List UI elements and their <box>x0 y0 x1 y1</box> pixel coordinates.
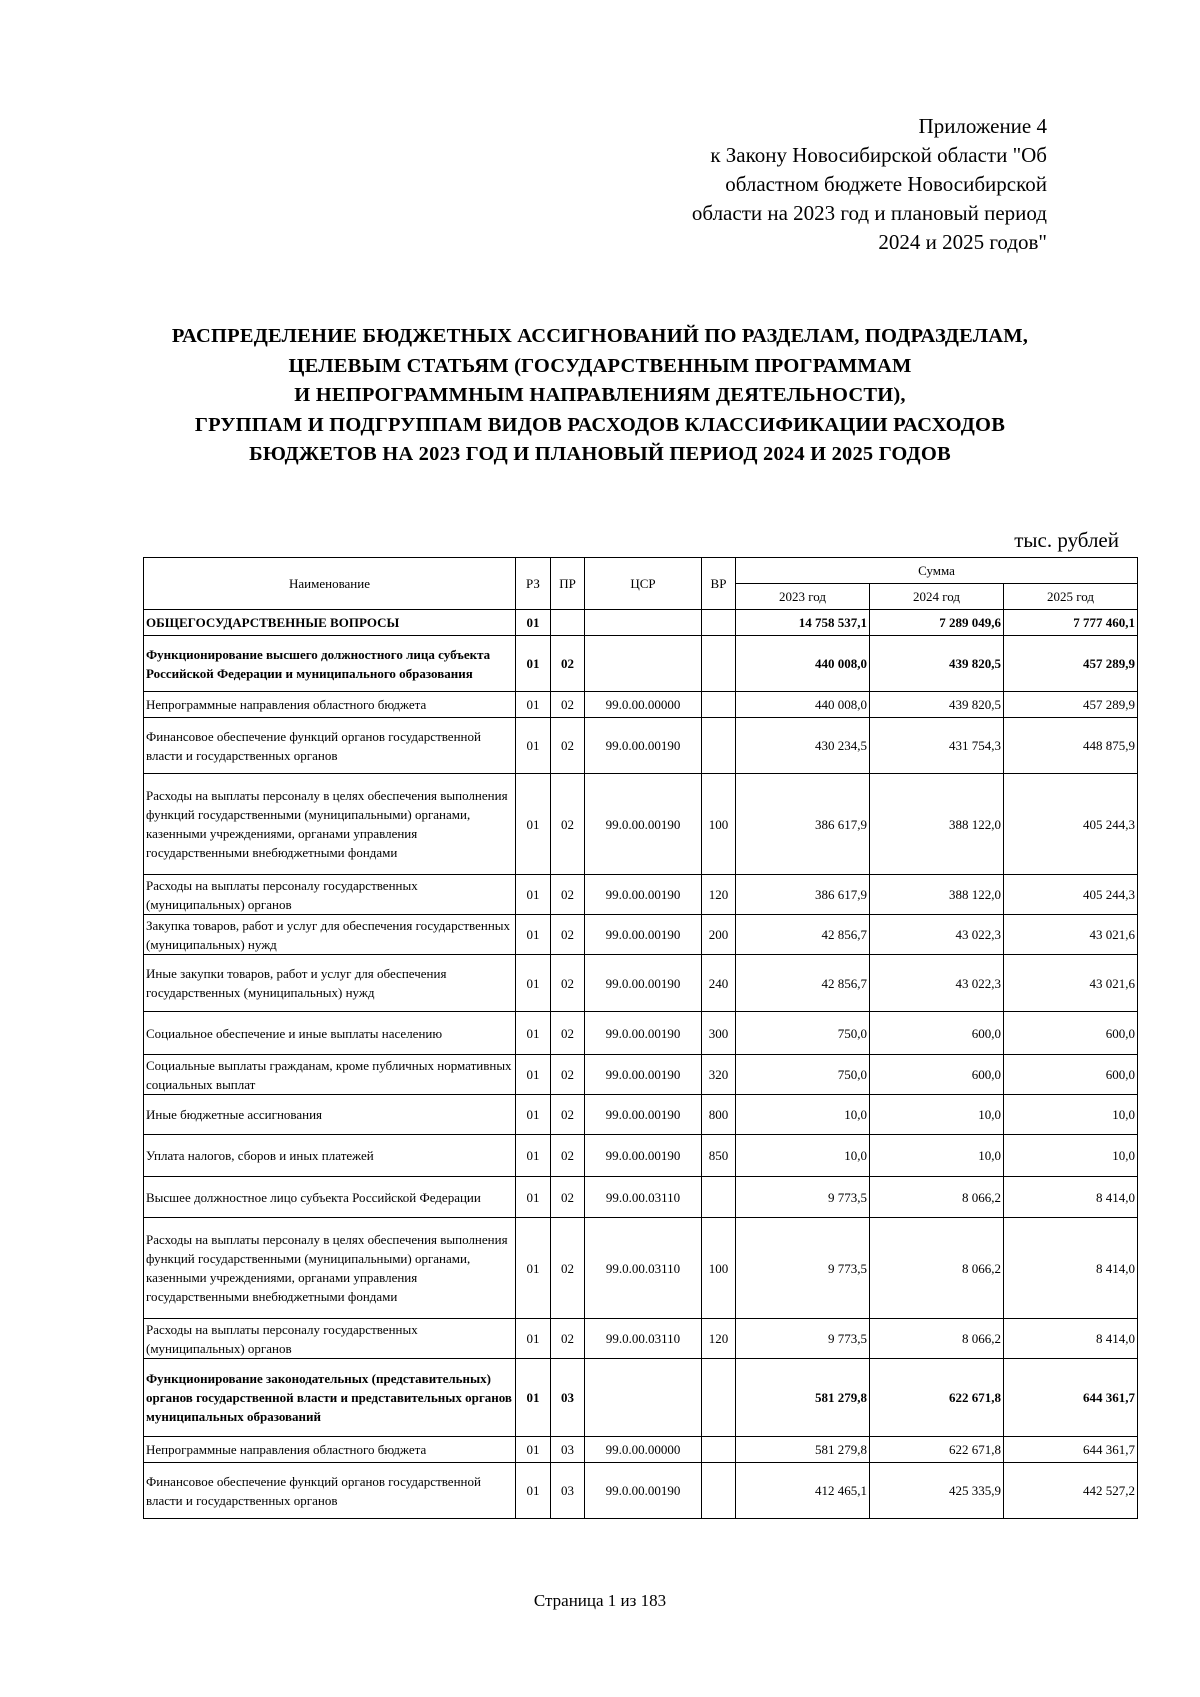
title-line: БЮДЖЕТОВ НА 2023 ГОД И ПЛАНОВЫЙ ПЕРИОД 2024 И 2025 ГОДОВ <box>249 443 951 465</box>
cell-name: Социальное обеспечение и иные выплаты населению <box>144 1012 516 1055</box>
header-2024: 2024 год <box>870 584 1004 610</box>
cell-vr: 200 <box>702 915 736 955</box>
cell-2023: 42 856,7 <box>736 955 870 1012</box>
cell-rz: 01 <box>516 1135 551 1177</box>
cell-2024: 425 335,9 <box>870 1463 1004 1519</box>
cell-name: Непрограммные направления областного бюджета <box>144 1437 516 1463</box>
cell-rz: 01 <box>516 692 551 718</box>
cell-2025: 600,0 <box>1004 1055 1138 1095</box>
cell-name: Финансовое обеспечение функций органов государственной власти и государственных органов <box>144 1463 516 1519</box>
cell-2023: 750,0 <box>736 1012 870 1055</box>
header-rz: РЗ <box>516 558 551 610</box>
cell-rz: 01 <box>516 1177 551 1218</box>
cell-2025: 8 414,0 <box>1004 1319 1138 1359</box>
cell-2025: 10,0 <box>1004 1135 1138 1177</box>
cell-vr: 120 <box>702 875 736 915</box>
cell-csr: 99.0.00.00190 <box>585 774 702 875</box>
cell-vr: 240 <box>702 955 736 1012</box>
cell-vr <box>702 1437 736 1463</box>
cell-name: ОБЩЕГОСУДАРСТВЕННЫЕ ВОПРОСЫ <box>144 610 516 636</box>
cell-rz: 01 <box>516 774 551 875</box>
title-line: И НЕПРОГРАММНЫМ НАПРАВЛЕНИЯМ ДЕЯТЕЛЬНОСТИ), <box>294 384 906 406</box>
cell-name: Непрограммные направления областного бюджета <box>144 692 516 718</box>
cell-2025: 457 289,9 <box>1004 692 1138 718</box>
cell-vr: 850 <box>702 1135 736 1177</box>
cell-rz: 01 <box>516 915 551 955</box>
cell-name: Расходы на выплаты персоналу государственных (муниципальных) органов <box>144 875 516 915</box>
cell-2024: 622 671,8 <box>870 1359 1004 1437</box>
cell-2023: 14 758 537,1 <box>736 610 870 636</box>
budget-table <box>143 557 1138 1519</box>
cell-pr: 02 <box>551 1218 585 1319</box>
cell-vr <box>702 1463 736 1519</box>
cell-pr: 03 <box>551 1359 585 1437</box>
table-row <box>144 1135 1138 1177</box>
cell-name: Социальные выплаты гражданам, кроме публичных нормативных социальных выплат <box>144 1055 516 1095</box>
cell-2023: 10,0 <box>736 1095 870 1135</box>
cell-csr <box>585 636 702 692</box>
cell-rz: 01 <box>516 1218 551 1319</box>
cell-name: Расходы на выплаты персоналу в целях обеспечения выполнения функций государственными (муниципальными) органами, казенными учреждениями, органами управления государственными внебюджетными фондами <box>144 1218 516 1319</box>
cell-pr: 03 <box>551 1463 585 1519</box>
cell-2025: 448 875,9 <box>1004 718 1138 774</box>
cell-name: Расходы на выплаты персоналу государственных (муниципальных) органов <box>144 1319 516 1359</box>
cell-2024: 8 066,2 <box>870 1218 1004 1319</box>
cell-2025: 442 527,2 <box>1004 1463 1138 1519</box>
cell-vr: 800 <box>702 1095 736 1135</box>
cell-csr: 99.0.00.00190 <box>585 718 702 774</box>
document-title <box>100 322 1100 470</box>
cell-2025: 8 414,0 <box>1004 1218 1138 1319</box>
table-row <box>144 1437 1138 1463</box>
cell-2024: 388 122,0 <box>870 774 1004 875</box>
cell-name: Иные закупки товаров, работ и услуг для обеспечения государственных (муниципальных) нужд <box>144 955 516 1012</box>
cell-rz: 01 <box>516 1319 551 1359</box>
cell-csr: 99.0.00.00000 <box>585 1437 702 1463</box>
cell-2024: 7 289 049,6 <box>870 610 1004 636</box>
cell-2024: 8 066,2 <box>870 1319 1004 1359</box>
table-row <box>144 636 1138 692</box>
cell-name: Финансовое обеспечение функций органов государственной власти и государственных органов <box>144 718 516 774</box>
cell-2024: 388 122,0 <box>870 875 1004 915</box>
cell-pr: 02 <box>551 692 585 718</box>
cell-csr <box>585 610 702 636</box>
units-label: тыс. рублей <box>1014 528 1119 552</box>
table-row <box>144 774 1138 875</box>
cell-2025: 405 244,3 <box>1004 774 1138 875</box>
cell-2023: 10,0 <box>736 1135 870 1177</box>
cell-rz: 01 <box>516 636 551 692</box>
cell-2024: 600,0 <box>870 1055 1004 1095</box>
cell-vr: 100 <box>702 1218 736 1319</box>
cell-2025: 644 361,7 <box>1004 1359 1138 1437</box>
appendix-line: к Закону Новосибирской области "Об <box>710 143 1047 167</box>
cell-2024: 439 820,5 <box>870 692 1004 718</box>
cell-csr: 99.0.00.00190 <box>585 955 702 1012</box>
cell-name: Закупка товаров, работ и услуг для обеспечения государственных (муниципальных) нужд <box>144 915 516 955</box>
table-row <box>144 915 1138 955</box>
table-row <box>144 692 1138 718</box>
cell-rz: 01 <box>516 610 551 636</box>
cell-rz: 01 <box>516 955 551 1012</box>
cell-csr: 99.0.00.00190 <box>585 1055 702 1095</box>
cell-rz: 01 <box>516 1463 551 1519</box>
cell-2025: 7 777 460,1 <box>1004 610 1138 636</box>
cell-2023: 9 773,5 <box>736 1177 870 1218</box>
appendix-header <box>627 112 1047 257</box>
cell-2023: 430 234,5 <box>736 718 870 774</box>
header-vr: ВР <box>702 558 736 610</box>
cell-2024: 43 022,3 <box>870 915 1004 955</box>
cell-pr: 02 <box>551 1055 585 1095</box>
cell-2024: 10,0 <box>870 1095 1004 1135</box>
header-csr: ЦСР <box>585 558 702 610</box>
cell-name: Высшее должностное лицо субъекта Российской Федерации <box>144 1177 516 1218</box>
cell-vr <box>702 1177 736 1218</box>
table-body <box>144 610 1138 1519</box>
cell-2023: 412 465,1 <box>736 1463 870 1519</box>
cell-vr <box>702 692 736 718</box>
cell-2023: 581 279,8 <box>736 1437 870 1463</box>
header-sum: Сумма <box>736 558 1138 584</box>
cell-pr: 02 <box>551 875 585 915</box>
cell-pr: 02 <box>551 1012 585 1055</box>
cell-2025: 8 414,0 <box>1004 1177 1138 1218</box>
table-row <box>144 875 1138 915</box>
cell-2023: 750,0 <box>736 1055 870 1095</box>
table-row <box>144 1319 1138 1359</box>
cell-rz: 01 <box>516 875 551 915</box>
cell-vr: 300 <box>702 1012 736 1055</box>
cell-2023: 440 008,0 <box>736 636 870 692</box>
cell-2024: 10,0 <box>870 1135 1004 1177</box>
cell-csr: 99.0.00.00190 <box>585 1012 702 1055</box>
table-row <box>144 1177 1138 1218</box>
title-line: ГРУППАМ И ПОДГРУППАМ ВИДОВ РАСХОДОВ КЛАССИФИКАЦИИ РАСХОДОВ <box>194 413 1006 436</box>
cell-pr: 02 <box>551 1095 585 1135</box>
cell-2025: 457 289,9 <box>1004 636 1138 692</box>
cell-2025: 43 021,6 <box>1004 955 1138 1012</box>
cell-2025: 600,0 <box>1004 1012 1138 1055</box>
cell-vr <box>702 636 736 692</box>
appendix-line: областном бюджете Новосибирской <box>725 172 1047 196</box>
table-row <box>144 610 1138 636</box>
cell-pr: 02 <box>551 718 585 774</box>
cell-vr: 320 <box>702 1055 736 1095</box>
table-row <box>144 718 1138 774</box>
header-pr: ПР <box>551 558 585 610</box>
cell-2024: 43 022,3 <box>870 955 1004 1012</box>
cell-name: Иные бюджетные ассигнования <box>144 1095 516 1135</box>
table-row <box>144 1095 1138 1135</box>
cell-name: Уплата налогов, сборов и иных платежей <box>144 1135 516 1177</box>
cell-rz: 01 <box>516 718 551 774</box>
cell-csr: 99.0.00.00190 <box>585 1095 702 1135</box>
cell-vr <box>702 610 736 636</box>
cell-pr: 02 <box>551 1177 585 1218</box>
cell-2024: 622 671,8 <box>870 1437 1004 1463</box>
cell-2024: 600,0 <box>870 1012 1004 1055</box>
cell-2025: 43 021,6 <box>1004 915 1138 955</box>
cell-pr <box>551 610 585 636</box>
cell-2025: 644 361,7 <box>1004 1437 1138 1463</box>
cell-csr: 99.0.00.00190 <box>585 875 702 915</box>
cell-rz: 01 <box>516 1359 551 1437</box>
cell-2023: 42 856,7 <box>736 915 870 955</box>
cell-pr: 03 <box>551 1437 585 1463</box>
table-row <box>144 1218 1138 1319</box>
cell-rz: 01 <box>516 1012 551 1055</box>
cell-csr: 99.0.00.00190 <box>585 1135 702 1177</box>
cell-pr: 02 <box>551 1319 585 1359</box>
cell-rz: 01 <box>516 1095 551 1135</box>
appendix-line: Приложение 4 <box>918 114 1047 138</box>
cell-name: Расходы на выплаты персоналу в целях обеспечения выполнения функций государственными (муниципальными) органами, казенными учреждениями, органами управления государственными внебюджетными фондами <box>144 774 516 875</box>
cell-vr: 100 <box>702 774 736 875</box>
table-row <box>144 1359 1138 1437</box>
cell-pr: 02 <box>551 915 585 955</box>
cell-name: Функционирование высшего должностного лица субъекта Российской Федерации и муниципального образования <box>144 636 516 692</box>
cell-2023: 386 617,9 <box>736 774 870 875</box>
cell-rz: 01 <box>516 1437 551 1463</box>
appendix-line: 2024 и 2025 годов" <box>878 230 1047 254</box>
header-2023: 2023 год <box>736 584 870 610</box>
cell-csr: 99.0.00.03110 <box>585 1218 702 1319</box>
title-line: ЦЕЛЕВЫМ СТАТЬЯМ (ГОСУДАРСТВЕННЫМ ПРОГРАММАМ <box>288 354 912 377</box>
cell-rz: 01 <box>516 1055 551 1095</box>
page-number: Страница 1 из 183 <box>533 1591 667 1610</box>
cell-vr <box>702 1359 736 1437</box>
cell-2023: 581 279,8 <box>736 1359 870 1437</box>
cell-name: Функционирование законодательных (представительных) органов государственной власти и представительных органов муниципальных образований <box>144 1359 516 1437</box>
cell-2025: 10,0 <box>1004 1095 1138 1135</box>
cell-vr <box>702 718 736 774</box>
cell-csr: 99.0.00.03110 <box>585 1177 702 1218</box>
appendix-line: области на 2023 год и плановый период <box>691 201 1047 225</box>
cell-csr: 99.0.00.03110 <box>585 1319 702 1359</box>
header-name: Наименование <box>144 558 516 610</box>
table-row <box>144 1463 1138 1519</box>
cell-csr <box>585 1359 702 1437</box>
cell-2024: 8 066,2 <box>870 1177 1004 1218</box>
cell-2024: 439 820,5 <box>870 636 1004 692</box>
cell-csr: 99.0.00.00190 <box>585 915 702 955</box>
cell-pr: 02 <box>551 1135 585 1177</box>
cell-pr: 02 <box>551 636 585 692</box>
cell-pr: 02 <box>551 955 585 1012</box>
title-line: РАСПРЕДЕЛЕНИЕ БЮДЖЕТНЫХ АССИГНОВАНИЙ ПО РАЗДЕЛАМ, ПОДРАЗДЕЛАМ, <box>171 325 1029 347</box>
cell-2025: 405 244,3 <box>1004 875 1138 915</box>
header-2025: 2025 год <box>1004 584 1138 610</box>
cell-vr: 120 <box>702 1319 736 1359</box>
cell-csr: 99.0.00.00190 <box>585 1463 702 1519</box>
cell-pr: 02 <box>551 774 585 875</box>
cell-2023: 9 773,5 <box>736 1319 870 1359</box>
cell-csr: 99.0.00.00000 <box>585 692 702 718</box>
cell-2023: 440 008,0 <box>736 692 870 718</box>
cell-2024: 431 754,3 <box>870 718 1004 774</box>
table-row <box>144 1012 1138 1055</box>
table-row <box>144 955 1138 1012</box>
cell-2023: 9 773,5 <box>736 1218 870 1319</box>
table-row <box>144 1055 1138 1095</box>
cell-2023: 386 617,9 <box>736 875 870 915</box>
